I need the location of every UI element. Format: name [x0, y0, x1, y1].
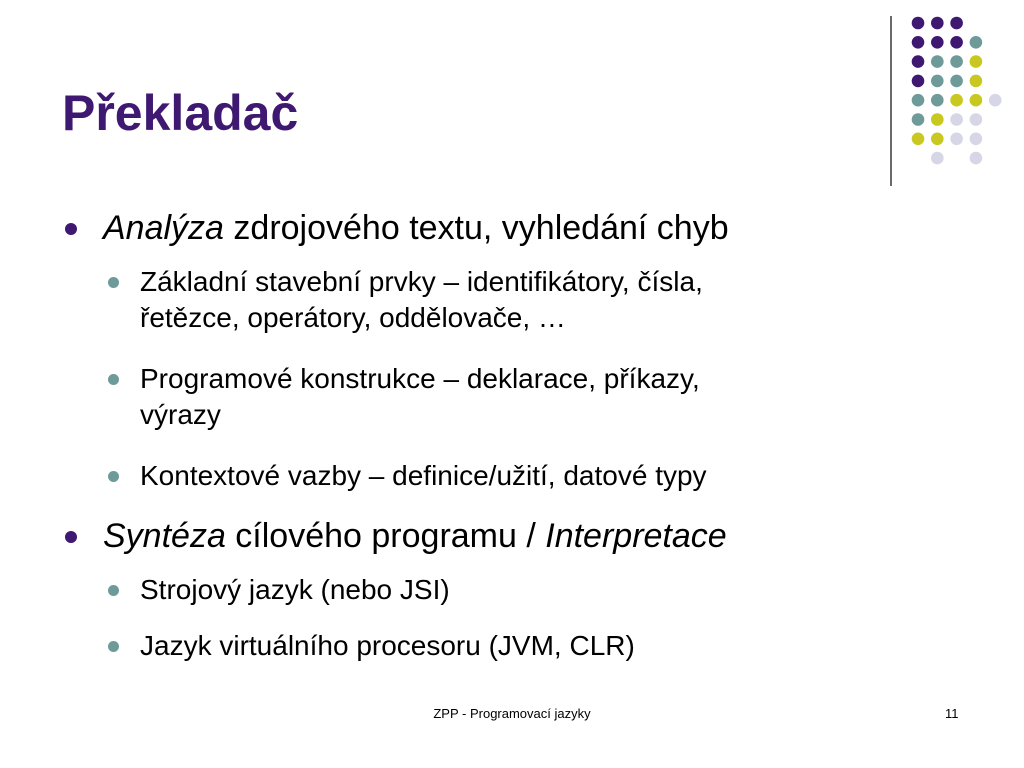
sub-bullet-text-line2: výrazy	[140, 399, 221, 430]
bullet-text: cílového programu /	[225, 517, 546, 555]
footer-text: ZPP - Programovací jazyky	[433, 706, 591, 721]
bullet-icon	[65, 223, 77, 235]
bullet-text: zdrojového textu, vyhledání chyb	[223, 209, 729, 247]
bullet-lead-italic: Syntéza	[103, 517, 226, 555]
bullet-icon	[65, 531, 77, 543]
sub-bullet-icon	[108, 277, 119, 288]
page-number: 11	[945, 706, 959, 721]
sub-bullet-icon	[108, 471, 119, 482]
bullet-lead-italic: Analýza	[103, 209, 224, 247]
sub-bullet-text-line1: Strojový jazyk (nebo JSI)	[140, 574, 450, 605]
bullet-item-analyza	[103, 208, 729, 248]
sub-bullet-item	[140, 458, 707, 494]
bullet-item-synteza	[103, 516, 727, 556]
sub-bullet-icon	[108, 641, 119, 652]
sub-bullet-item	[140, 361, 700, 433]
slide-title: Překladač	[62, 85, 299, 141]
bullet-tail-italic: Interpretace	[545, 517, 727, 555]
sub-bullet-text-line1: Kontextové vazby – definice/užití, datové typy	[140, 460, 707, 491]
sub-bullet-text-line1: Jazyk virtuálního procesoru (JVM, CLR)	[140, 630, 635, 661]
sub-bullet-text-line1: Programové konstrukce – deklarace, příkazy,	[140, 363, 700, 394]
sub-bullet-item	[140, 628, 635, 664]
sub-bullet-text-line1: Základní stavební prvky – identifikátory, čísla,	[140, 266, 703, 297]
sub-bullet-item	[140, 572, 450, 608]
sub-bullet-icon	[108, 585, 119, 596]
sub-bullet-text-line2: řetězce, operátory, oddělovače, …	[140, 302, 566, 333]
sub-bullet-item	[140, 264, 703, 336]
sub-bullet-icon	[108, 374, 119, 385]
